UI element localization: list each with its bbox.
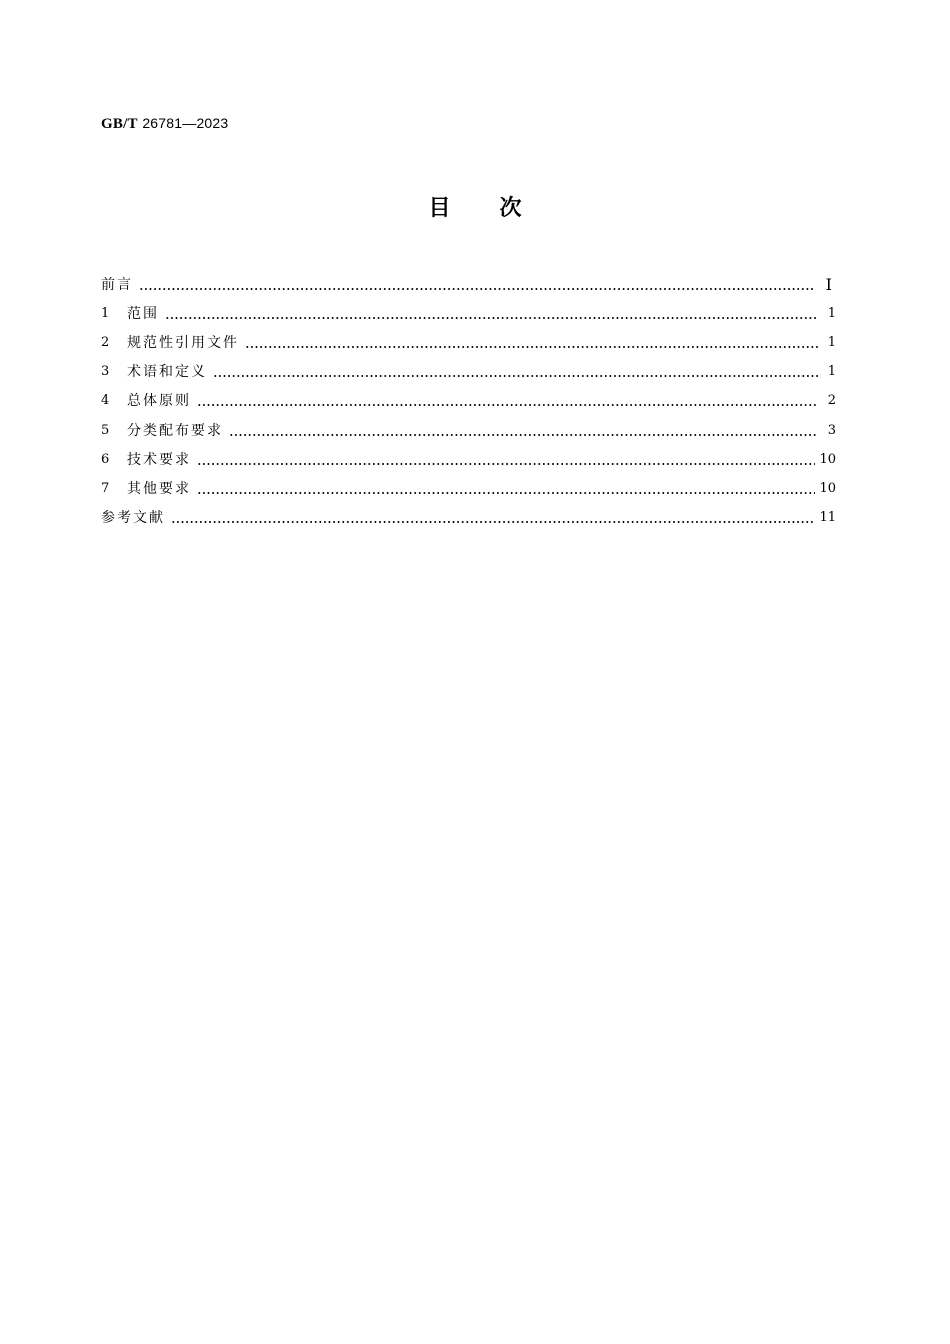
toc-entry-page: 2 xyxy=(827,393,836,409)
dot-leader xyxy=(197,392,818,410)
toc-entry-scope[interactable] xyxy=(101,299,836,328)
dot-leader xyxy=(245,334,818,352)
toc-entry-number: 4 xyxy=(101,393,110,409)
dot-leader xyxy=(165,305,818,323)
toc-entry-bibliography[interactable] xyxy=(101,504,836,533)
toc-entry-page: 1 xyxy=(827,364,836,380)
standard-prefix: GB/T xyxy=(101,116,138,132)
dot-leader xyxy=(139,276,814,294)
dot-leader xyxy=(197,451,815,469)
toc-entry-general-principles[interactable] xyxy=(101,387,836,416)
dot-leader xyxy=(171,509,815,527)
toc-entry-page: 10 xyxy=(819,451,836,467)
toc-title: 目次 xyxy=(428,196,571,221)
toc-entry-label: 规范性引用文件 xyxy=(127,334,239,351)
toc-entry-page: 3 xyxy=(827,422,836,438)
toc-entry-foreword[interactable] xyxy=(101,270,836,299)
toc-entry-number: 3 xyxy=(101,364,110,380)
standard-number: 26781—2023 xyxy=(142,115,229,131)
toc-entry-label: 分类配布要求 xyxy=(127,422,223,439)
toc-entry-page: 10 xyxy=(819,480,836,496)
dot-leader xyxy=(213,363,818,381)
toc-entry-terms-definitions[interactable] xyxy=(101,358,836,387)
dot-leader xyxy=(229,422,818,440)
toc-entry-label: 其他要求 xyxy=(127,480,191,497)
toc-entry-label: 总体原则 xyxy=(127,393,191,410)
toc-entry-label: 术语和定义 xyxy=(127,364,207,381)
toc-entry-page: 1 xyxy=(827,334,836,350)
toc-entry-normative-references[interactable] xyxy=(101,328,836,357)
toc-entry-label: 技术要求 xyxy=(127,451,191,468)
toc-entry-classification-requirements[interactable] xyxy=(101,416,836,445)
toc-entry-label: 参考文献 xyxy=(101,510,165,527)
toc-entry-label: 范围 xyxy=(127,305,159,322)
table-of-contents xyxy=(101,270,836,533)
toc-entry-number: 6 xyxy=(101,451,110,467)
toc-entry-label: 前言 xyxy=(101,276,133,293)
toc-entry-other-requirements[interactable] xyxy=(101,474,836,503)
toc-entry-technical-requirements[interactable] xyxy=(101,445,836,474)
toc-entry-number: 7 xyxy=(101,480,110,496)
toc-entry-number: 5 xyxy=(101,422,110,438)
toc-entry-number: 2 xyxy=(101,334,110,350)
toc-entry-page: 1 xyxy=(827,305,836,321)
toc-entry-page: 11 xyxy=(819,510,836,526)
toc-entry-page: Ⅰ xyxy=(825,274,832,294)
toc-entry-number: 1 xyxy=(101,305,110,321)
dot-leader xyxy=(197,480,815,498)
standard-code xyxy=(101,114,228,133)
